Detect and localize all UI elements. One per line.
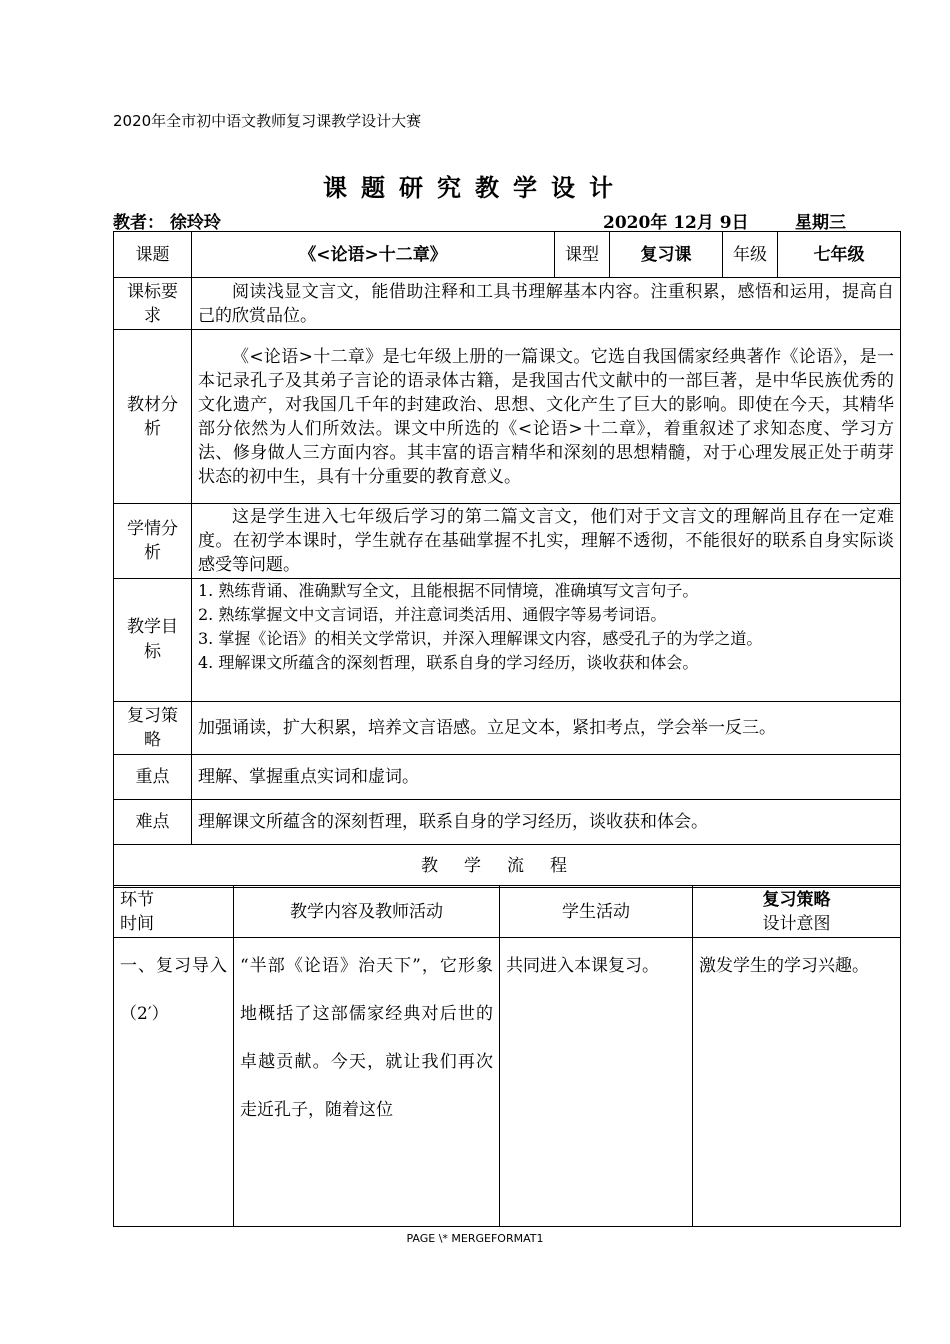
strategy-row xyxy=(114,702,901,755)
strategy-label: 复习策略 xyxy=(114,702,192,755)
teacher-name: 教者： 徐玲玲 xyxy=(113,213,221,233)
type-label: 课型 xyxy=(555,232,610,278)
goals-row xyxy=(114,579,901,702)
content-header: 教学内容及教师活动 xyxy=(234,886,500,938)
flow-header-row xyxy=(114,886,901,938)
strategy-header xyxy=(693,886,901,938)
flow-content: “半部《论语》治天下”，它形象地概括了这部儒家经典对后世的卓越贡献。今天，就让我们再次走近孔子，随着这位 xyxy=(234,938,500,1227)
page-footer: PAGE \* MERGEFORMAT1 xyxy=(406,1232,544,1245)
goal-item: 3. 掌握《论语》的相关文学常识，并深入理解课文内容，感受孔子的为学之道。 xyxy=(198,629,763,648)
page-title: 课题研究教学设计 xyxy=(323,173,627,202)
grade-label: 年级 xyxy=(723,232,778,278)
difficulties-label: 难点 xyxy=(114,800,192,845)
students-text: 这是学生进入七年级后学习的第二篇文言文，他们对于文言文的理解尚且存在一定难度。在初学本课时，学生就存在基础掌握不扎实，理解不透彻，不能很好的联系自身实际谈感受等问题。 xyxy=(192,504,901,579)
students-row xyxy=(114,504,901,579)
key-points-text: 理解、掌握重点实词和虚词。 xyxy=(192,755,901,800)
goal-item: 4. 理解课文所蕴含的深刻哲理，联系自身的学习经历，谈收获和体会。 xyxy=(198,653,699,672)
goal-item: 2. 熟练掌握文中文言词语，并注意词类活用、通假字等易考词语。 xyxy=(198,605,667,624)
material-text: 《<论语>十二章》是七年级上册的一篇课文。它选自我国儒家经典著作《论语》，是一本记录孔子及其弟子言论的语录体古籍，是我国古代文献中的一部巨著，是中华民族优秀的文化遗产，对我国几千年的封建政治、思想、文化产生了巨大的影响。即使在今天，其精华部分依然为人们所效法。课文中所选的《<论语>十二章》，着重叙述了求知态度、学习方法、修身做人三方面内容。其丰富的语言精华和深刻的思想精髓，对于心理发展正处于萌芽状态的初中生，具有十分重要的教育意义。 xyxy=(192,330,901,504)
stage-header xyxy=(114,886,234,938)
flow-stage: 一、复习导入（2′） xyxy=(114,938,234,1227)
teaching-flow-table xyxy=(113,885,901,1227)
document-header: 2020年全市初中语文教师复习课教学设计大赛 xyxy=(113,112,422,130)
goals-list xyxy=(192,579,901,702)
curriculum-row xyxy=(114,278,901,330)
flow-strategy: 激发学生的学习兴趣。 xyxy=(693,938,901,1227)
flow-title: 教学流程 xyxy=(114,845,901,888)
material-label: 教材分析 xyxy=(114,330,192,504)
lesson-weekday: 星期三 xyxy=(795,213,846,233)
strategy-header-line2: 设计意图 xyxy=(762,913,831,934)
lesson-info-table xyxy=(113,231,901,888)
lesson-date: 2020年 12月 9日 xyxy=(603,213,749,233)
material-row xyxy=(114,330,901,504)
topic-value: 《<论语>十二章》 xyxy=(192,232,555,278)
topic-row xyxy=(114,232,901,278)
flow-student: 共同进入本课复习。 xyxy=(500,938,693,1227)
strategy-text: 加强诵读，扩大积累，培养文言语感。立足文本，紧扣考点，学会举一反三。 xyxy=(192,702,901,755)
key-points-row xyxy=(114,755,901,800)
grade-value: 七年级 xyxy=(778,232,901,278)
curriculum-label: 课标要求 xyxy=(114,278,192,330)
topic-label: 课题 xyxy=(114,232,192,278)
flow-title-row xyxy=(114,845,901,888)
difficulties-text: 理解课文所蕴含的深刻哲理，联系自身的学习经历，谈收获和体会。 xyxy=(192,800,901,845)
student-header: 学生活动 xyxy=(500,886,693,938)
students-label: 学情分析 xyxy=(114,504,192,579)
goals-label: 教学目标 xyxy=(114,579,192,702)
difficulties-row xyxy=(114,800,901,845)
flow-row xyxy=(114,938,901,1227)
strategy-header-line1: 复习策略 xyxy=(762,889,831,910)
stage-header-line2: 时间 xyxy=(120,913,154,934)
goal-item: 1. 熟练背诵、准确默写全文，且能根据不同情境，准确填写文言句子。 xyxy=(198,581,699,600)
curriculum-text: 阅读浅显文言文，能借助注释和工具书理解基本内容。注重积累，感悟和运用，提高自己的欣赏品位。 xyxy=(192,278,901,330)
type-value: 复习课 xyxy=(610,232,723,278)
stage-header-line1: 环节 xyxy=(120,889,154,910)
key-points-label: 重点 xyxy=(114,755,192,800)
